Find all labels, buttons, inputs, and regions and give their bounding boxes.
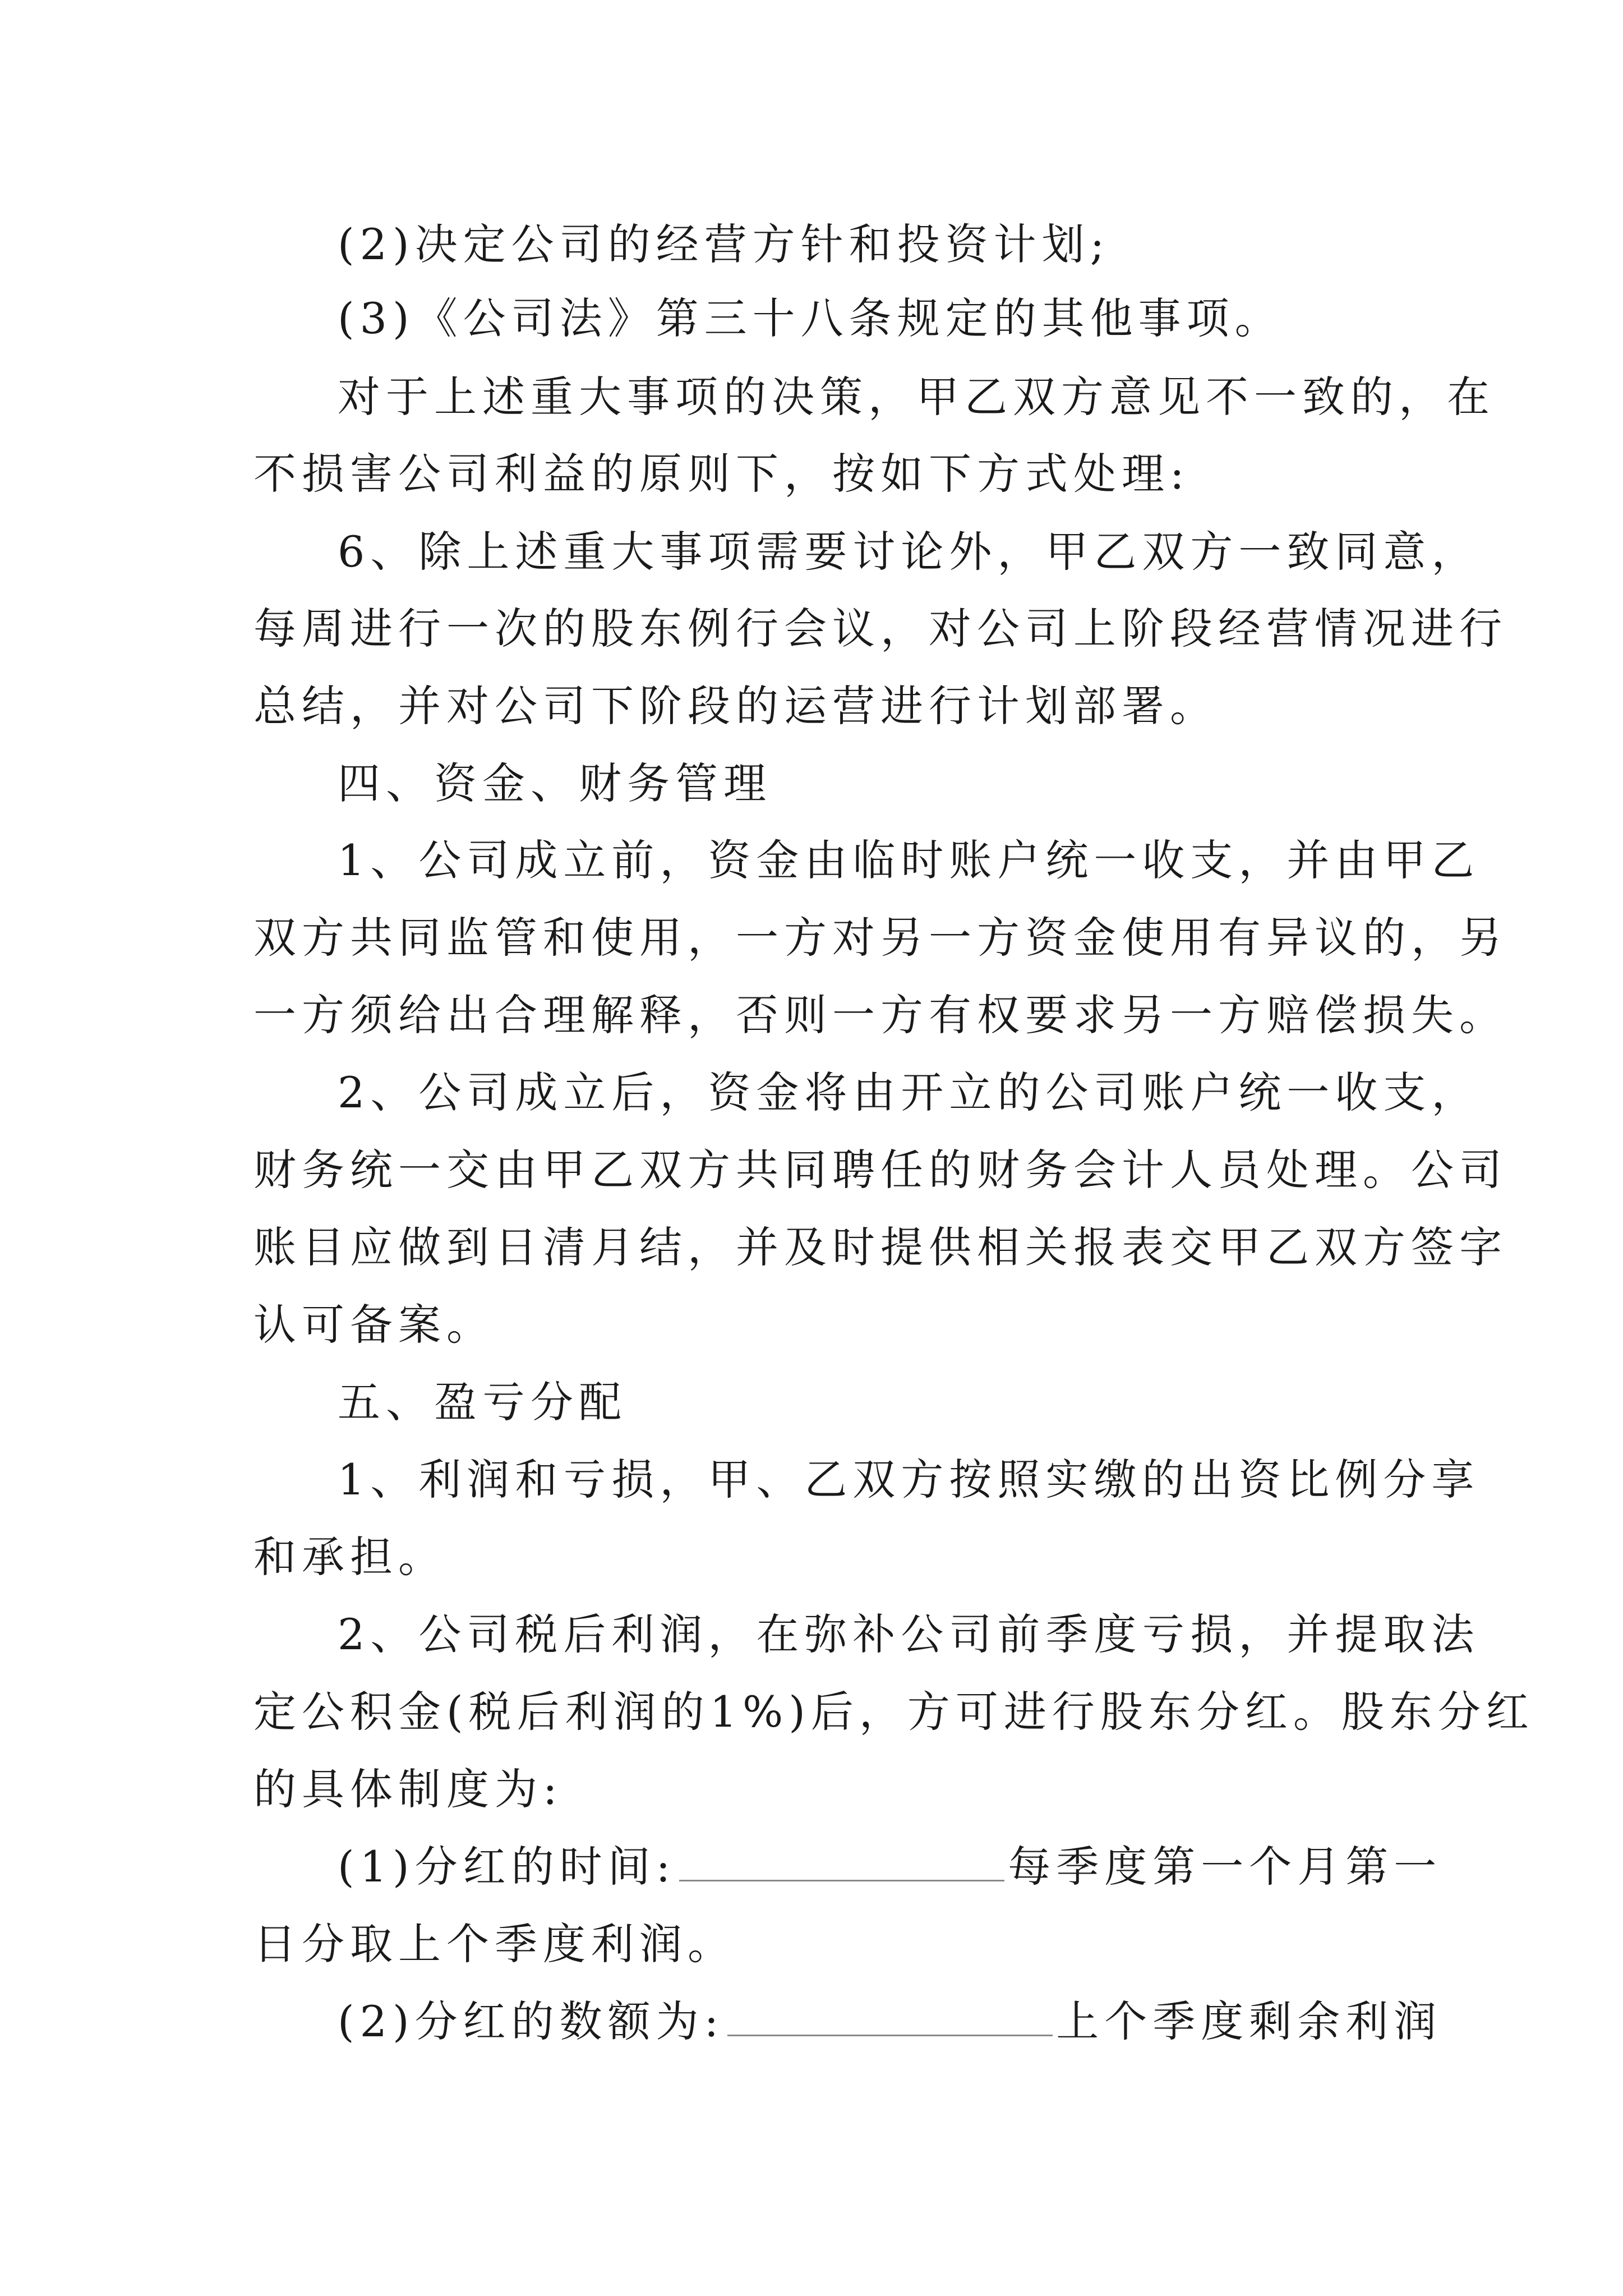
paragraph-line: 总结，并对公司下阶段的运营进行计划部署。 [253,681,1218,731]
dividend-time-value: 每季度第一个月第一 [1008,1842,1442,1892]
paragraph-line: 不损害公司利益的原则下，按如下方式处理: [253,449,1190,499]
paragraph-line: 的具体制度为: [253,1764,563,1814]
paragraph-line: (3)《公司法》第三十八条规定的其他事项。 [338,293,1283,343]
paragraph-line: 2、公司税后利润，在弥补公司前季度亏损，并提取法 [338,1609,1480,1659]
paragraph-line: 和承担。 [253,1532,446,1582]
section-heading: 五、盈亏分配 [338,1377,627,1427]
paragraph-line: 财务统一交由甲乙双方共同聘任的财务会计人员处理。公司 [253,1145,1507,1195]
paragraph-line: 对于上述重大事项的决策，甲乙双方意见不一致的，在 [338,372,1495,422]
paragraph-line: 账目应做到日清月结，并及时提供相关报表交甲乙双方签字 [253,1222,1507,1272]
paragraph-line: 每周进行一次的股东例行会议，对公司上阶段经营情况进行 [253,604,1507,654]
dividend-amount-blank[interactable] [727,1990,1053,2036]
paragraph-line: 1、利润和亏损，甲、乙双方按照实缴的出资比例分享 [338,1455,1480,1504]
paragraph-line: 6、除上述重大事项需要讨论外，甲乙双方一致同意， [338,527,1480,577]
paragraph-line: 双方共同监管和使用，一方对另一方资金使用有异议的，另 [253,913,1507,963]
paragraph-line: 2、公司成立后，资金将由开立的公司账户统一收支， [338,1068,1480,1117]
dividend-amount-value: 上个季度剩余利润 [1056,1996,1442,2046]
paragraph-line: 一方须给出合理解释，否则一方有权要求另一方赔偿损失。 [253,990,1507,1040]
paragraph-line: 日分取上个季度利润。 [253,1919,736,1969]
dividend-time-blank[interactable] [679,1835,1004,1881]
section-heading: 四、资金、财务管理 [338,758,772,808]
dividend-time-label: (1)分红的时间: [338,1842,676,1892]
paragraph-line: (2)决定公司的经营方针和投资计划; [338,219,1110,269]
dividend-amount-label: (2)分红的数额为: [338,1996,725,2046]
paragraph-line: 定公积金(税后利润的1%)后，方可进行股东分红。股东分红 [253,1687,1534,1737]
paragraph-line: 认可备案。 [253,1300,495,1350]
dividend-time-line [338,1833,1493,1901]
dividend-amount-line [338,1988,1493,2055]
paragraph-line: 1、公司成立前，资金由临时账户统一收支，并由甲乙 [338,835,1480,885]
